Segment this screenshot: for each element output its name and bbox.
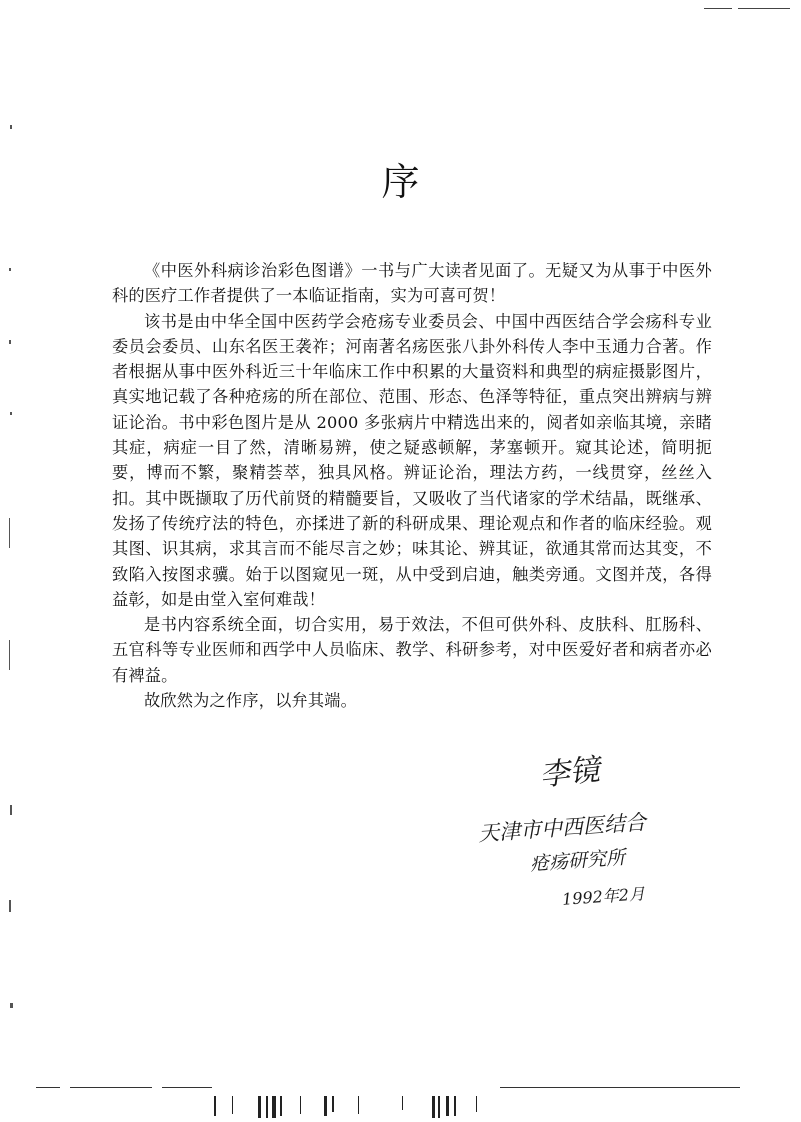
author-signature: 李镜	[537, 752, 602, 794]
paragraph: 是书内容系统全面，切合实用，易于效法，不但可供外科、皮肤科、肛肠科、五官科等专业医师和西学中人员临床、教学、科研参考，对中医爱好者和病者亦必有裨益。	[112, 615, 712, 685]
scan-edge-line	[36, 1087, 60, 1088]
scan-speck	[10, 805, 12, 815]
scan-speck	[9, 518, 10, 548]
scan-edge-line	[738, 8, 790, 9]
paragraph: 故欣然为之作序，以弁其端。	[144, 691, 358, 711]
scan-speck	[9, 268, 11, 271]
page-title: 序	[381, 160, 420, 204]
signature-institute: 疮疡研究所	[529, 846, 626, 876]
scan-speck	[9, 640, 10, 670]
scan-speck	[9, 340, 11, 344]
scan-speck	[9, 900, 11, 912]
body-text	[112, 258, 712, 713]
scan-edge-line	[500, 1087, 740, 1088]
paragraph: 该书是由中华全国中医药学会疮疡专业委员会、中国中西医结合学会疡科专业委员会委员、山东名医王袭祚；河南著名疡医张八卦外科传人李中玉通力合著。作者根据从事中医外科近三十年临床工作中积累的大量资料和典型的病症摄影图片，真实地记载了各种疮疡的所在部位、范围、形态、色泽等特征，重点突出辨病与辨证论治。书中彩色图片是从 2000 多张病片中精选出来的，阅者如亲临其境，亲睹其症，病症一目了然，清晰易辨，使之疑惑顿解，茅塞顿开。窥其论述，简明扼要，博而不繁，聚精荟萃，独具风格。辨证论治，理法方药，一线贯穿，丝丝入扣。其中既撷取了历代前贤的精髓要旨，又吸收了当代诸家的学术结晶，既继承、发扬了传统疗法的特色，亦揉进了新的科研成果、理论观点和作者的临床经验。观其图、识其病，求其言而不能尽言之妙；味其论、辨其证，欲通其常而达其变，不致陷入按图求骥。始于以图窥见一斑，从中受到启迪，触类旁通。文图并茂，各得益彰，如是由堂入室何难哉！	[112, 311, 712, 609]
scan-speck	[10, 412, 12, 415]
scan-edge-line	[704, 8, 732, 9]
scan-edge-line	[70, 1087, 152, 1088]
scan-speck	[10, 1003, 13, 1008]
signature-affiliation: 天津市中西医结合	[477, 810, 647, 846]
scan-edge-line	[162, 1087, 212, 1088]
scan-speck	[10, 125, 12, 129]
scan-artifact-strip	[214, 1090, 494, 1122]
paragraph: 《中医外科病诊治彩色图谱》一书与广大读者见面了。无疑又为从事于中医外科的医疗工作者提供了一本临证指南，实为可喜可贺！	[112, 261, 712, 306]
signature-date: 1992年2月	[561, 884, 646, 909]
